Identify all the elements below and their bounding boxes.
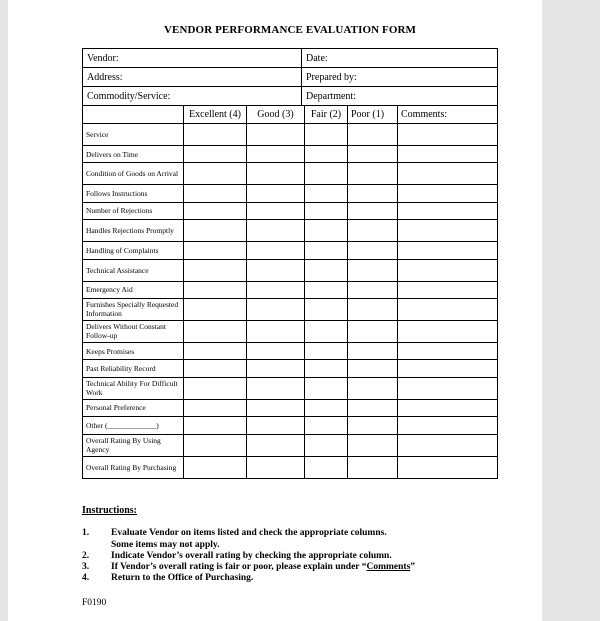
rating-cell-excellent[interactable] xyxy=(184,456,247,478)
table-row xyxy=(83,298,498,320)
rating-cell-poor[interactable] xyxy=(348,281,398,298)
rating-cell-comments[interactable] xyxy=(398,146,498,163)
rating-cell-poor[interactable] xyxy=(348,163,398,185)
rating-cell-good[interactable] xyxy=(247,399,305,416)
rating-cell-excellent[interactable] xyxy=(184,298,247,320)
rating-cell-poor[interactable] xyxy=(348,377,398,399)
rating-cell-poor[interactable] xyxy=(348,434,398,456)
criteria-label: Delivers Without Constant Follow-up xyxy=(83,320,184,342)
rating-cell-excellent[interactable] xyxy=(184,185,247,202)
rating-cell-poor[interactable] xyxy=(348,242,398,259)
criteria-label: Condition of Goods on Arrival xyxy=(83,163,184,185)
criteria-label: Technical Ability For Difficult Work xyxy=(83,377,184,399)
rating-cell-comments[interactable] xyxy=(398,185,498,202)
table-row xyxy=(83,220,498,242)
rating-cell-excellent[interactable] xyxy=(184,377,247,399)
date-field[interactable]: Date: xyxy=(302,49,498,68)
rating-cell-poor[interactable] xyxy=(348,342,398,359)
instructions-heading: Instructions: xyxy=(82,505,138,516)
column-header-poor: Poor (1) xyxy=(348,106,398,124)
criteria-label: Personal Preference xyxy=(83,399,184,416)
rating-cell-comments[interactable] xyxy=(398,417,498,434)
criteria-label: Furnishes Specially Requested Information xyxy=(83,298,184,320)
rating-cell-excellent[interactable] xyxy=(184,281,247,298)
rating-cell-comments[interactable] xyxy=(398,124,498,146)
rating-cell-poor[interactable] xyxy=(348,259,398,281)
rating-cell-excellent[interactable] xyxy=(184,342,247,359)
rating-cell-good[interactable] xyxy=(247,146,305,163)
rating-cell-good[interactable] xyxy=(247,281,305,298)
rating-cell-good[interactable] xyxy=(247,320,305,342)
column-header-comments: Comments: xyxy=(398,106,498,124)
rating-cell-poor[interactable] xyxy=(348,202,398,219)
criteria-label: Follows Instructions xyxy=(83,185,184,202)
rating-cell-fair[interactable] xyxy=(305,185,348,202)
criteria-label: Delivers on Time xyxy=(83,146,184,163)
rating-cell-excellent[interactable] xyxy=(184,259,247,281)
rating-cell-fair[interactable] xyxy=(305,202,348,219)
rating-cell-comments[interactable] xyxy=(398,377,498,399)
criteria-label: Service xyxy=(83,124,184,146)
criteria-label: Emergency Aid xyxy=(83,281,184,298)
table-row xyxy=(83,185,498,202)
table-row xyxy=(83,259,498,281)
rating-cell-excellent[interactable] xyxy=(184,163,247,185)
rating-cell-good[interactable] xyxy=(247,434,305,456)
table-row xyxy=(83,87,498,106)
column-header-row xyxy=(83,106,498,124)
criteria-label: Past Reliability Record xyxy=(83,360,184,377)
rating-cell-excellent[interactable] xyxy=(184,242,247,259)
table-row xyxy=(83,68,498,87)
rating-cell-excellent[interactable] xyxy=(184,434,247,456)
rating-cell-good[interactable] xyxy=(247,185,305,202)
rating-cell-fair[interactable] xyxy=(305,281,348,298)
rating-cell-good[interactable] xyxy=(247,163,305,185)
rating-cell-fair[interactable] xyxy=(305,163,348,185)
commodity-field[interactable]: Commodity/Service: xyxy=(83,87,302,106)
rating-cell-fair[interactable] xyxy=(305,342,348,359)
rating-cell-good[interactable] xyxy=(247,342,305,359)
rating-cell-fair[interactable] xyxy=(305,124,348,146)
table-row xyxy=(83,202,498,219)
rating-cell-excellent[interactable] xyxy=(184,124,247,146)
form-code: F0190 xyxy=(82,598,107,608)
rating-cell-fair[interactable] xyxy=(305,434,348,456)
rating-cell-good[interactable] xyxy=(247,298,305,320)
table-row xyxy=(83,320,498,342)
rating-cell-excellent[interactable] xyxy=(184,202,247,219)
criteria-label: Overall Rating By Using Agency xyxy=(83,434,184,456)
rating-cell-poor[interactable] xyxy=(348,146,398,163)
table-row xyxy=(83,242,498,259)
rating-cell-fair[interactable] xyxy=(305,242,348,259)
table-row xyxy=(83,124,498,146)
table-row xyxy=(83,163,498,185)
rating-cell-fair[interactable] xyxy=(305,399,348,416)
prepared-by-field[interactable]: Prepared by: xyxy=(302,68,498,87)
rating-cell-comments[interactable] xyxy=(398,320,498,342)
rating-cell-fair[interactable] xyxy=(305,146,348,163)
department-field[interactable]: Department: xyxy=(302,87,498,106)
criteria-label: Overall Rating By Purchasing xyxy=(83,456,184,478)
table-row xyxy=(83,281,498,298)
rating-cell-fair[interactable] xyxy=(305,259,348,281)
rating-cell-fair[interactable] xyxy=(305,377,348,399)
vendor-field[interactable]: Vendor: xyxy=(83,49,302,68)
table-row xyxy=(83,417,498,434)
rating-cell-comments[interactable] xyxy=(398,220,498,242)
rating-cell-good[interactable] xyxy=(247,124,305,146)
rating-cell-poor[interactable] xyxy=(348,124,398,146)
rating-cell-comments[interactable] xyxy=(398,163,498,185)
rating-cell-comments[interactable] xyxy=(398,298,498,320)
table-row xyxy=(83,377,498,399)
rating-cell-good[interactable] xyxy=(247,242,305,259)
rating-cell-fair[interactable] xyxy=(305,417,348,434)
column-header-criteria xyxy=(83,106,184,124)
instruction-4: 4. Return to the Office of Purchasing. xyxy=(82,573,254,583)
rating-cell-comments[interactable] xyxy=(398,399,498,416)
rating-cell-fair[interactable] xyxy=(305,456,348,478)
criteria-label: Number of Rejections xyxy=(83,202,184,219)
table-row xyxy=(83,360,498,377)
evaluation-table xyxy=(82,105,498,479)
instruction-1: 1. Evaluate Vendor on items listed and check the appropriate columns. xyxy=(82,528,387,538)
rating-cell-comments[interactable] xyxy=(398,259,498,281)
rating-cell-good[interactable] xyxy=(247,202,305,219)
rating-cell-poor[interactable] xyxy=(348,185,398,202)
rating-cell-comments[interactable] xyxy=(398,456,498,478)
rating-cell-comments[interactable] xyxy=(398,202,498,219)
rating-cell-good[interactable] xyxy=(247,456,305,478)
table-row xyxy=(83,434,498,456)
rating-cell-excellent[interactable] xyxy=(184,220,247,242)
table-row xyxy=(83,49,498,68)
criteria-label: Other (_____________) xyxy=(83,417,184,434)
rating-cell-comments[interactable] xyxy=(398,434,498,456)
rating-cell-poor[interactable] xyxy=(348,360,398,377)
column-header-fair: Fair (2) xyxy=(305,106,348,124)
rating-cell-good[interactable] xyxy=(247,377,305,399)
rating-cell-good[interactable] xyxy=(247,259,305,281)
rating-cell-excellent[interactable] xyxy=(184,146,247,163)
table-row xyxy=(83,342,498,359)
instruction-1-note: Some items may not apply. xyxy=(111,540,220,550)
rating-cell-fair[interactable] xyxy=(305,220,348,242)
rating-cell-excellent[interactable] xyxy=(184,417,247,434)
table-row xyxy=(83,146,498,163)
table-row xyxy=(83,456,498,478)
instruction-2: 2. Indicate Vendor’s overall rating by checking the appropriate column. xyxy=(82,551,392,561)
rating-cell-poor[interactable] xyxy=(348,220,398,242)
rating-cell-poor[interactable] xyxy=(348,320,398,342)
comments-reference: Comments xyxy=(366,562,411,572)
rating-cell-comments[interactable] xyxy=(398,360,498,377)
rating-cell-good[interactable] xyxy=(247,417,305,434)
criteria-label: Handling of Complaints xyxy=(83,242,184,259)
rating-cell-excellent[interactable] xyxy=(184,320,247,342)
rating-cell-poor[interactable] xyxy=(348,298,398,320)
rating-cell-poor[interactable] xyxy=(348,456,398,478)
criteria-label: Keeps Promises xyxy=(83,342,184,359)
rating-cell-good[interactable] xyxy=(247,220,305,242)
rating-cell-fair[interactable] xyxy=(305,320,348,342)
rating-cell-comments[interactable] xyxy=(398,281,498,298)
address-field[interactable]: Address: xyxy=(83,68,302,87)
table-row xyxy=(83,399,498,416)
rating-cell-comments[interactable] xyxy=(398,242,498,259)
instruction-3: 3. If Vendor’s overall rating is fair or poor, please explain under “Comments” xyxy=(82,562,416,572)
rating-cell-poor[interactable] xyxy=(348,399,398,416)
column-header-good: Good (3) xyxy=(247,106,305,124)
criteria-label: Handles Rejections Promptly xyxy=(83,220,184,242)
rating-cell-comments[interactable] xyxy=(398,342,498,359)
rating-cell-poor[interactable] xyxy=(348,417,398,434)
rating-cell-excellent[interactable] xyxy=(184,399,247,416)
rating-cell-excellent[interactable] xyxy=(184,360,247,377)
vendor-info-table xyxy=(82,48,498,106)
column-header-excellent: Excellent (4) xyxy=(184,106,247,124)
form-title: VENDOR PERFORMANCE EVALUATION FORM xyxy=(163,24,417,36)
rating-cell-fair[interactable] xyxy=(305,298,348,320)
rating-cell-fair[interactable] xyxy=(305,360,348,377)
criteria-label: Technical Assistance xyxy=(83,259,184,281)
rating-cell-good[interactable] xyxy=(247,360,305,377)
